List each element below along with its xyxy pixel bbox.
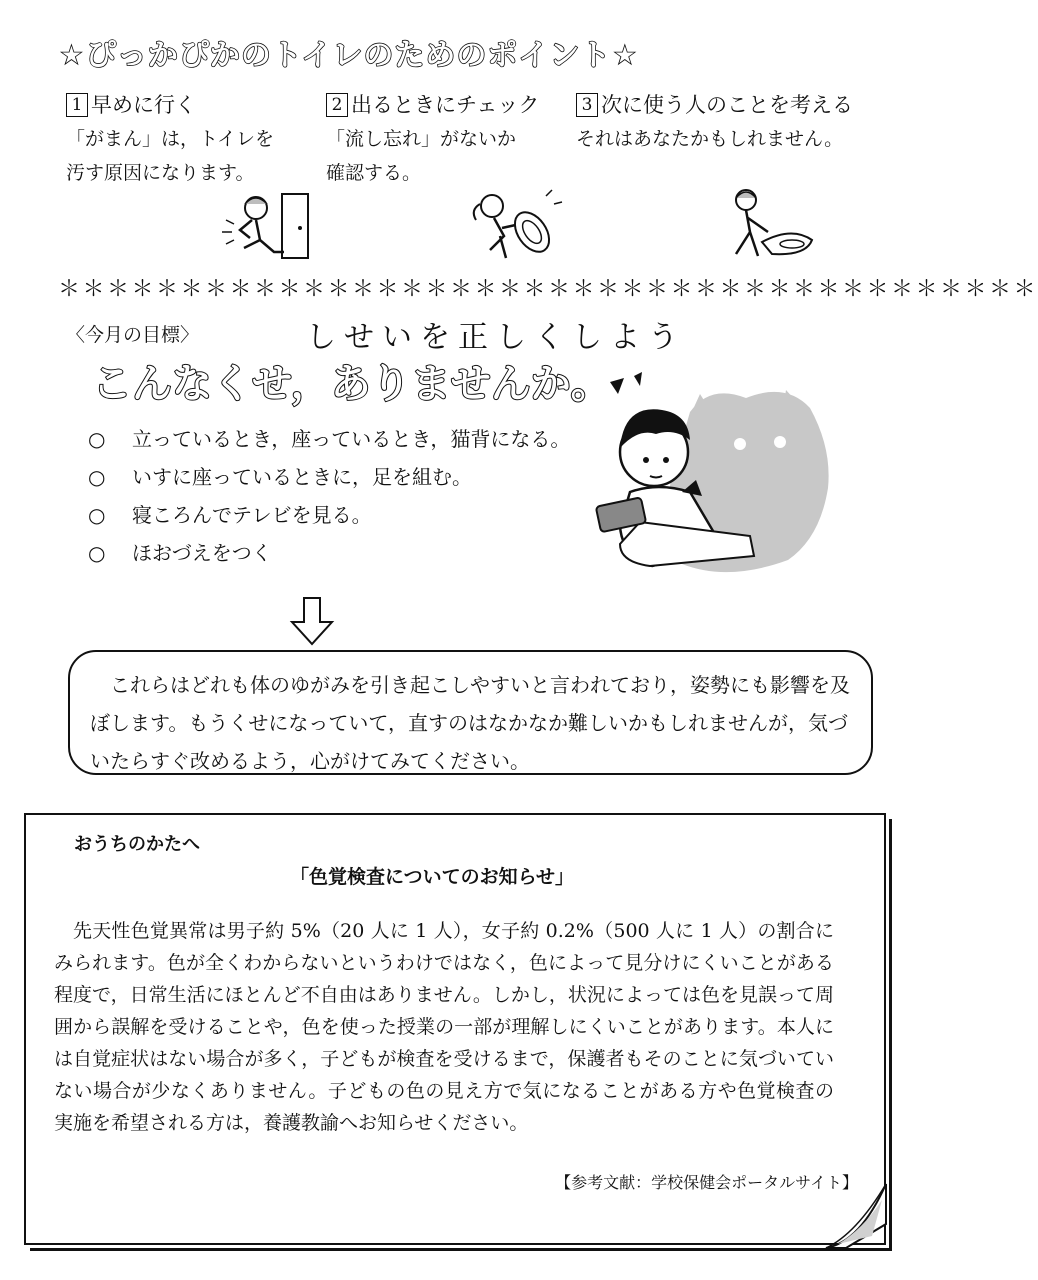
down-arrow-icon	[290, 596, 334, 646]
list-item: ○ いすに座っているときに，足を組む。	[88, 458, 608, 496]
tip-heading: 早めに行く	[91, 93, 196, 117]
tip-body: それはあなたかもしれません。	[576, 128, 844, 150]
child-checking-toilet-illustration	[466, 188, 566, 268]
boy-slouching-with-phone-illustration	[590, 372, 890, 584]
tip-body: 「がまん」は，トイレを 汚す原因になります。	[66, 128, 275, 184]
monthly-goal: しせいを正しくしよう	[306, 320, 686, 355]
circle-bullet-icon: ○	[88, 427, 106, 451]
circle-bullet-icon: ○	[88, 465, 106, 489]
toilet-section-title	[58, 30, 658, 74]
tip-number: 3	[576, 93, 598, 117]
bad-habits-list	[88, 420, 608, 572]
tip-number: 2	[326, 93, 348, 117]
tip-number: 1	[66, 93, 88, 117]
notice-title: 「色覚検査についてのお知らせ」	[290, 866, 575, 888]
notice-recipient: おうちのかたへ	[74, 834, 200, 855]
goal-label: 〈今月の目標〉	[66, 324, 200, 346]
star-icon-right: ☆	[611, 38, 640, 73]
notice-reference: 【参考文献：学校保健会ポータルサイト】	[555, 1173, 858, 1192]
bad-habits-heading: こんなくせ，ありませんか。	[92, 361, 611, 407]
circle-bullet-icon: ○	[88, 541, 106, 565]
star-icon-left: ☆	[58, 38, 86, 73]
tip-heading: 出るときにチェック	[351, 93, 540, 117]
list-item: ○ 立っているとき，座っているとき，猫背になる。	[88, 420, 608, 458]
toilet-tip-1	[66, 88, 316, 190]
section-divider: ＊＊＊＊＊＊＊＊＊＊＊＊＊＊＊＊＊＊＊＊＊＊＊＊＊＊＊＊＊＊＊＊＊＊＊＊＊＊＊＊	[58, 277, 1038, 302]
tip-body: 「流し忘れ」がないか 確認する。	[326, 128, 517, 184]
list-item: ○ 寝ころんでテレビを見る。	[88, 496, 608, 534]
list-item: ○ ほおづえをつく	[88, 534, 608, 572]
posture-explanation-box	[68, 650, 873, 775]
circle-bullet-icon: ○	[88, 503, 106, 527]
tip-heading: 次に使う人のことを考える	[601, 93, 853, 117]
posture-explanation-text: これらはどれも体のゆがみを引き起こしやすいと言われており，姿勢にも影響を及ぼします。もうくせになっていて，直すのはなかなか難しいかもしれませんが，気づいたらすぐ改めるよう，心がけてみてください。	[90, 673, 850, 773]
child-hurrying-illustration	[212, 190, 312, 266]
child-cleaning-toilet-illustration	[712, 186, 822, 268]
notice-body: 先天性色覚異常は男子約 5%（20 人に 1 人），女子約 0.2%（500 人に 1 人）の割合にみられます。色が全くわからないというわけではなく，色によって見分けにくいことがある程度で，日常生活にほとんど不自由はありません。しかし，状況によっては色を見誤って周囲から誤解を受けることや，色を使った授業の一部が理解しにくいことがあります。本人には自覚症状はない場合が多く，子どもが検査を受けるまで，保護者もそのことに気づいていない場合が少なくありません。子どもの色の見え方で気になることがある方や色覚検査の実施を希望される方は，養護教諭へお知らせください。	[54, 920, 834, 1134]
toilet-title-text: ぴっかぴかのトイレのためのポイント	[85, 38, 612, 73]
toilet-tip-3	[576, 88, 876, 156]
toilet-tip-2	[326, 88, 566, 190]
